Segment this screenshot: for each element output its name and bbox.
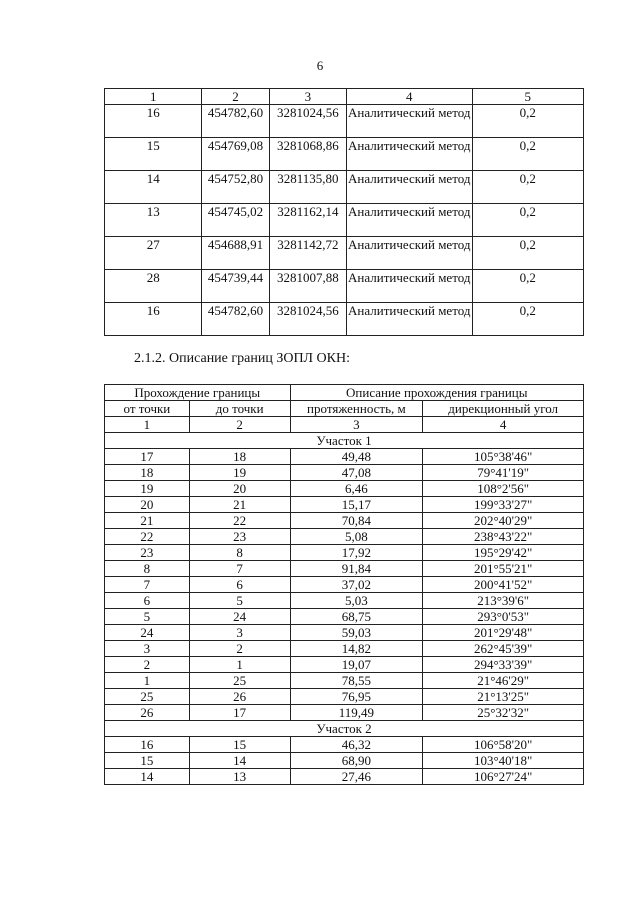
table-row: [105, 625, 584, 641]
direction-angle: 105°38'46": [423, 449, 584, 465]
to-point: 14: [189, 753, 290, 769]
column-number-row: [105, 417, 584, 433]
to-point: 5: [189, 593, 290, 609]
to-point: 15: [189, 737, 290, 753]
length: 68,90: [290, 753, 423, 769]
table-row: [105, 545, 584, 561]
from-point: 1: [105, 673, 190, 689]
column-number: 2: [189, 417, 290, 433]
header-length: протяженность, м: [290, 401, 423, 417]
accuracy: 0,2: [472, 303, 584, 336]
length: 49,48: [290, 449, 423, 465]
direction-angle: 213°39'6": [423, 593, 584, 609]
from-point: 19: [105, 481, 190, 497]
section-row-2: [105, 721, 584, 737]
page-number: 6: [316, 58, 324, 73]
table-row: [105, 561, 584, 577]
table-row: [105, 465, 584, 481]
accuracy: 0,2: [472, 270, 584, 303]
coord-y: 3281007,88: [269, 270, 346, 303]
direction-angle: 262°45'39": [423, 641, 584, 657]
to-point: 8: [189, 545, 290, 561]
column-number: 3: [269, 89, 346, 105]
direction-angle: 21°13'25": [423, 689, 584, 705]
to-point: 3: [189, 625, 290, 641]
length: 5,08: [290, 529, 423, 545]
length: 19,07: [290, 657, 423, 673]
table-row: [105, 237, 584, 270]
direction-angle: 106°58'20": [423, 737, 584, 753]
column-number: 2: [202, 89, 269, 105]
from-point: 18: [105, 465, 190, 481]
table-row: [105, 769, 584, 785]
direction-angle: 294°33'39": [423, 657, 584, 673]
to-point: 26: [189, 689, 290, 705]
coord-y: 3281068,86: [269, 138, 346, 171]
table-row: [105, 673, 584, 689]
length: 27,46: [290, 769, 423, 785]
from-point: 14: [105, 769, 190, 785]
accuracy: 0,2: [472, 138, 584, 171]
table-row: [105, 737, 584, 753]
from-point: 23: [105, 545, 190, 561]
column-number-row: [105, 89, 584, 105]
table-row: [105, 171, 584, 204]
to-point: 21: [189, 497, 290, 513]
direction-angle: 201°29'48": [423, 625, 584, 641]
length: 119,49: [290, 705, 423, 721]
from-point: 3: [105, 641, 190, 657]
from-point: 5: [105, 609, 190, 625]
coord-x: 454782,60: [202, 303, 269, 336]
header-boundary-description: Описание прохождения границы: [290, 385, 584, 401]
direction-angle: 238°43'22": [423, 529, 584, 545]
method: Аналитический метод: [346, 138, 472, 171]
length: 47,08: [290, 465, 423, 481]
coord-x: 454752,80: [202, 171, 269, 204]
coord-y: 3281135,80: [269, 171, 346, 204]
to-point: 18: [189, 449, 290, 465]
to-point: 7: [189, 561, 290, 577]
from-point: 15: [105, 753, 190, 769]
accuracy: 0,2: [472, 204, 584, 237]
table-row: [105, 705, 584, 721]
coord-x: 454739,44: [202, 270, 269, 303]
to-point: 2: [189, 641, 290, 657]
length: 78,55: [290, 673, 423, 689]
point-number: 15: [105, 138, 202, 171]
table-row: [105, 577, 584, 593]
from-point: 25: [105, 689, 190, 705]
point-number: 28: [105, 270, 202, 303]
header-boundary-passage: Прохождение границы: [105, 385, 291, 401]
coord-y: 3281024,56: [269, 303, 346, 336]
from-point: 2: [105, 657, 190, 673]
accuracy: 0,2: [472, 105, 584, 138]
table-row: [105, 753, 584, 769]
length: 59,03: [290, 625, 423, 641]
table-row: [105, 481, 584, 497]
direction-angle: 195°29'42": [423, 545, 584, 561]
from-point: 26: [105, 705, 190, 721]
to-point: 19: [189, 465, 290, 481]
group-header-row: [105, 385, 584, 401]
column-number: 5: [472, 89, 584, 105]
to-point: 25: [189, 673, 290, 689]
accuracy: 0,2: [472, 237, 584, 270]
coord-y: 3281024,56: [269, 105, 346, 138]
length: 70,84: [290, 513, 423, 529]
direction-angle: 293°0'53": [423, 609, 584, 625]
table-row: [105, 204, 584, 237]
table-row: [105, 529, 584, 545]
length: 68,75: [290, 609, 423, 625]
to-point: 1: [189, 657, 290, 673]
method: Аналитический метод: [346, 171, 472, 204]
to-point: 23: [189, 529, 290, 545]
table-row: [105, 657, 584, 673]
table-row: [105, 497, 584, 513]
from-point: 20: [105, 497, 190, 513]
coord-y: 3281142,72: [269, 237, 346, 270]
direction-angle: 200°41'52": [423, 577, 584, 593]
to-point: 17: [189, 705, 290, 721]
direction-angle: 199°33'27": [423, 497, 584, 513]
coord-x: 454688,91: [202, 237, 269, 270]
point-number: 14: [105, 171, 202, 204]
direction-angle: 108°2'56": [423, 481, 584, 497]
method: Аналитический метод: [346, 105, 472, 138]
length: 15,17: [290, 497, 423, 513]
section-title: Участок 2: [105, 721, 584, 737]
method: Аналитический метод: [346, 270, 472, 303]
length: 5,03: [290, 593, 423, 609]
to-point: 6: [189, 577, 290, 593]
to-point: 24: [189, 609, 290, 625]
header-angle: дирекционный угол: [423, 401, 584, 417]
table-row: [105, 270, 584, 303]
from-point: 8: [105, 561, 190, 577]
column-number: 1: [105, 417, 190, 433]
table-row: [105, 593, 584, 609]
table-row: [105, 689, 584, 705]
method: Аналитический метод: [346, 237, 472, 270]
section-title: Участок 1: [105, 433, 584, 449]
table-row: [105, 513, 584, 529]
from-point: 6: [105, 593, 190, 609]
column-header-row: [105, 401, 584, 417]
column-number: 4: [346, 89, 472, 105]
table-row: [105, 641, 584, 657]
from-point: 17: [105, 449, 190, 465]
table-row: [105, 609, 584, 625]
coord-y: 3281162,14: [269, 204, 346, 237]
point-number: 27: [105, 237, 202, 270]
header-to-point: до точки: [189, 401, 290, 417]
accuracy: 0,2: [472, 171, 584, 204]
to-point: 20: [189, 481, 290, 497]
to-point: 22: [189, 513, 290, 529]
table-row: [105, 138, 584, 171]
direction-angle: 103°40'18": [423, 753, 584, 769]
point-number: 13: [105, 204, 202, 237]
coord-x: 454769,08: [202, 138, 269, 171]
method: Аналитический метод: [346, 303, 472, 336]
column-number: 4: [423, 417, 584, 433]
direction-angle: 79°41'19": [423, 465, 584, 481]
length: 37,02: [290, 577, 423, 593]
from-point: 22: [105, 529, 190, 545]
direction-angle: 106°27'24": [423, 769, 584, 785]
from-point: 21: [105, 513, 190, 529]
length: 17,92: [290, 545, 423, 561]
direction-angle: 202°40'29": [423, 513, 584, 529]
from-point: 16: [105, 737, 190, 753]
direction-angle: 25°32'32": [423, 705, 584, 721]
coordinates-table: [104, 88, 584, 336]
direction-angle: 201°55'21": [423, 561, 584, 577]
header-from-point: от точки: [105, 401, 190, 417]
length: 14,82: [290, 641, 423, 657]
length: 76,95: [290, 689, 423, 705]
to-point: 13: [189, 769, 290, 785]
column-number: 1: [105, 89, 202, 105]
table-row: [105, 303, 584, 336]
point-number: 16: [105, 105, 202, 138]
from-point: 7: [105, 577, 190, 593]
column-number: 3: [290, 417, 423, 433]
section-row-1: [105, 433, 584, 449]
coord-x: 454745,02: [202, 204, 269, 237]
boundary-description-table: [104, 384, 584, 785]
point-number: 16: [105, 303, 202, 336]
from-point: 24: [105, 625, 190, 641]
coord-x: 454782,60: [202, 105, 269, 138]
table-row: [105, 105, 584, 138]
length: 91,84: [290, 561, 423, 577]
length: 6,46: [290, 481, 423, 497]
section-caption: 2.1.2. Описание границ ЗОПЛ ОКН:: [134, 351, 351, 366]
direction-angle: 21°46'29": [423, 673, 584, 689]
length: 46,32: [290, 737, 423, 753]
table-row: [105, 449, 584, 465]
method: Аналитический метод: [346, 204, 472, 237]
